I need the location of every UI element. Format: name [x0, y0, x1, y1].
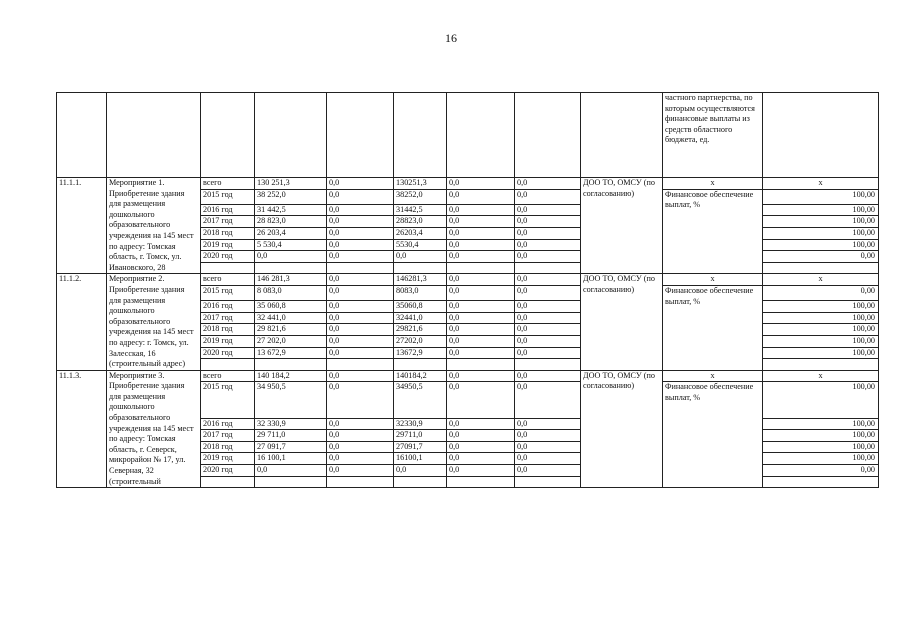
federal-cell: 0,0 [327, 251, 394, 263]
period-cell: 2018 год [201, 441, 255, 453]
period-cell: 2015 год [201, 285, 255, 300]
period-cell: 2016 год [201, 301, 255, 313]
regional-cell: 27202,0 [394, 335, 447, 347]
regional-cell: 28823,0 [394, 216, 447, 228]
other-cell: 0,0 [515, 274, 581, 286]
empty-cell [763, 476, 879, 488]
total-cell: 8 083,0 [255, 285, 327, 300]
other-cell: 0,0 [515, 335, 581, 347]
total-cell: 146 281,3 [255, 274, 327, 286]
federal-cell: 0,0 [327, 285, 394, 300]
indicator-name-cell: Финансовое обеспечение выплат, % [663, 189, 763, 274]
empty-cell [394, 262, 447, 274]
indicator-value-cell: 100,00 [763, 204, 879, 216]
measure-name: Мероприятие 2. Приобретение здания для размещения дошкольного образовательного учреждения на 145 мест по адресу: г. Томск, ул. Залесская, 16 (строительный адрес) [107, 274, 201, 370]
other-cell: 0,0 [515, 251, 581, 263]
empty-cell [515, 359, 581, 371]
empty-cell [447, 476, 515, 488]
empty-cell [763, 262, 879, 274]
federal-cell: 0,0 [327, 274, 394, 286]
total-cell: 130 251,3 [255, 178, 327, 190]
local-cell: 0,0 [447, 216, 515, 228]
indicator-value-cell: 0,00 [763, 251, 879, 263]
total-cell: 29 821,6 [255, 324, 327, 336]
local-cell: 0,0 [447, 239, 515, 251]
indicator-value-cell: 100,00 [763, 441, 879, 453]
empty-cell [515, 476, 581, 488]
empty-cell [447, 262, 515, 274]
measure-name: Мероприятие 1. Приобретение здания для размещения дошкольного образовательного учреждения на 145 мест по адресу: Томская область, г. Томск, ул. Ивановского, 28 [107, 178, 201, 274]
other-cell: 0,0 [515, 370, 581, 382]
local-cell: 0,0 [447, 251, 515, 263]
period-cell: всего [201, 370, 255, 382]
period-cell: 2018 год [201, 227, 255, 239]
federal-cell: 0,0 [327, 418, 394, 430]
period-cell: всего [201, 274, 255, 286]
table-row [57, 370, 879, 382]
federal-cell: 0,0 [327, 227, 394, 239]
regional-cell: 29711,0 [394, 430, 447, 442]
total-cell: 32 441,0 [255, 312, 327, 324]
other-cell: 0,0 [515, 441, 581, 453]
period-cell: 2019 год [201, 239, 255, 251]
federal-cell: 0,0 [327, 301, 394, 313]
indicator-value-cell: 0,00 [763, 285, 879, 300]
indicator-value-cell: 100,00 [763, 189, 879, 204]
other-cell: 0,0 [515, 301, 581, 313]
local-cell: 0,0 [447, 227, 515, 239]
other-cell: 0,0 [515, 312, 581, 324]
total-cell: 5 530,4 [255, 239, 327, 251]
executor-cell: ДОО ТО, ОМСУ (по согласованию) [581, 370, 663, 488]
local-cell: 0,0 [447, 465, 515, 477]
empty-cell [201, 359, 255, 371]
local-cell: 0,0 [447, 347, 515, 359]
local-cell: 0,0 [447, 430, 515, 442]
period-cell: 2017 год [201, 430, 255, 442]
other-cell: 0,0 [515, 189, 581, 204]
regional-cell: 32330,9 [394, 418, 447, 430]
other-cell: 0,0 [515, 285, 581, 300]
table-row [57, 178, 879, 190]
regional-cell: 34950,5 [394, 382, 447, 418]
federal-cell: 0,0 [327, 453, 394, 465]
federal-cell: 0,0 [327, 370, 394, 382]
indicator-value-cell: 100,00 [763, 382, 879, 418]
budget-table [56, 92, 879, 488]
regional-cell: 38252,0 [394, 189, 447, 204]
empty-cell [255, 262, 327, 274]
total-cell: 0,0 [255, 251, 327, 263]
other-cell: 0,0 [515, 465, 581, 477]
value-x-cell: x [763, 274, 879, 286]
other-cell: 0,0 [515, 227, 581, 239]
regional-cell: 13672,9 [394, 347, 447, 359]
indicator-x-cell: x [663, 370, 763, 382]
indicator-value-cell: 100,00 [763, 227, 879, 239]
empty-cell [255, 476, 327, 488]
federal-cell: 0,0 [327, 347, 394, 359]
federal-cell: 0,0 [327, 189, 394, 204]
period-cell: всего [201, 178, 255, 190]
total-cell: 34 950,5 [255, 382, 327, 418]
indicator-value-cell: 100,00 [763, 418, 879, 430]
value-x-cell: x [763, 370, 879, 382]
federal-cell: 0,0 [327, 312, 394, 324]
indicator-value-cell: 100,00 [763, 324, 879, 336]
total-cell: 13 672,9 [255, 347, 327, 359]
other-cell: 0,0 [515, 178, 581, 190]
regional-cell: 35060,8 [394, 301, 447, 313]
other-cell: 0,0 [515, 324, 581, 336]
total-cell: 0,0 [255, 465, 327, 477]
regional-cell: 26203,4 [394, 227, 447, 239]
federal-cell: 0,0 [327, 178, 394, 190]
total-cell: 140 184,2 [255, 370, 327, 382]
executor-cell: ДОО ТО, ОМСУ (по согласованию) [581, 274, 663, 370]
local-cell: 0,0 [447, 285, 515, 300]
total-cell: 35 060,8 [255, 301, 327, 313]
page-number: 16 [445, 31, 457, 45]
indicator-value-cell: 100,00 [763, 239, 879, 251]
other-cell: 0,0 [515, 418, 581, 430]
local-cell: 0,0 [447, 301, 515, 313]
regional-cell: 0,0 [394, 251, 447, 263]
local-cell: 0,0 [447, 453, 515, 465]
other-cell: 0,0 [515, 216, 581, 228]
local-cell: 0,0 [447, 204, 515, 216]
federal-cell: 0,0 [327, 441, 394, 453]
local-cell: 0,0 [447, 312, 515, 324]
regional-cell: 16100,1 [394, 453, 447, 465]
empty-cell [201, 262, 255, 274]
empty-cell [201, 476, 255, 488]
local-cell: 0,0 [447, 178, 515, 190]
measure-number: 11.1.1. [57, 178, 107, 274]
indicator-value-cell: 100,00 [763, 430, 879, 442]
period-cell: 2019 год [201, 453, 255, 465]
local-cell: 0,0 [447, 189, 515, 204]
regional-cell: 0,0 [394, 465, 447, 477]
local-cell: 0,0 [447, 441, 515, 453]
indicator-x-cell: x [663, 274, 763, 286]
empty-cell [327, 359, 394, 371]
period-cell: 2016 год [201, 418, 255, 430]
local-cell: 0,0 [447, 418, 515, 430]
period-cell: 2017 год [201, 216, 255, 228]
table-row [57, 274, 879, 286]
regional-cell: 27091,7 [394, 441, 447, 453]
period-cell: 2017 год [201, 312, 255, 324]
measure-number: 11.1.3. [57, 370, 107, 488]
period-cell: 2015 год [201, 189, 255, 204]
federal-cell: 0,0 [327, 204, 394, 216]
total-cell: 27 202,0 [255, 335, 327, 347]
federal-cell: 0,0 [327, 216, 394, 228]
period-cell: 2018 год [201, 324, 255, 336]
measure-number: 11.1.2. [57, 274, 107, 370]
indicator-value-cell: 100,00 [763, 216, 879, 228]
total-cell: 26 203,4 [255, 227, 327, 239]
local-cell: 0,0 [447, 324, 515, 336]
other-cell: 0,0 [515, 382, 581, 418]
federal-cell: 0,0 [327, 465, 394, 477]
indicator-name-cell: Финансовое обеспечение выплат, % [663, 285, 763, 370]
total-cell: 16 100,1 [255, 453, 327, 465]
regional-cell: 31442,5 [394, 204, 447, 216]
empty-cell [515, 262, 581, 274]
local-cell: 0,0 [447, 370, 515, 382]
total-cell: 29 711,0 [255, 430, 327, 442]
total-cell: 31 442,5 [255, 204, 327, 216]
empty-cell [327, 262, 394, 274]
local-cell: 0,0 [447, 335, 515, 347]
federal-cell: 0,0 [327, 382, 394, 418]
federal-cell: 0,0 [327, 335, 394, 347]
regional-cell: 130251,3 [394, 178, 447, 190]
federal-cell: 0,0 [327, 324, 394, 336]
indicator-value-cell: 100,00 [763, 301, 879, 313]
indicator-value-cell: 0,00 [763, 465, 879, 477]
indicator-value-cell: 100,00 [763, 335, 879, 347]
period-cell: 2016 год [201, 204, 255, 216]
federal-cell: 0,0 [327, 430, 394, 442]
indicator-value-cell: 100,00 [763, 312, 879, 324]
local-cell: 0,0 [447, 382, 515, 418]
regional-cell: 5530,4 [394, 239, 447, 251]
measure-name: Мероприятие 3. Приобретение здания для размещения дошкольного образовательного учреждения на 145 мест по адресу: Томская область, г. Северск, микрорайон № 17, ул. Северная, 32 (строительный [107, 370, 201, 488]
other-cell: 0,0 [515, 347, 581, 359]
total-cell: 27 091,7 [255, 441, 327, 453]
regional-cell: 146281,3 [394, 274, 447, 286]
total-cell: 38 252,0 [255, 189, 327, 204]
regional-cell: 32441,0 [394, 312, 447, 324]
other-cell: 0,0 [515, 453, 581, 465]
indicator-continuation: частного партнерства, по которым осуществляются финансовые выплаты из средств областного бюджета, ед. [663, 93, 763, 178]
total-cell: 28 823,0 [255, 216, 327, 228]
empty-cell [763, 359, 879, 371]
period-cell: 2020 год [201, 347, 255, 359]
regional-cell: 140184,2 [394, 370, 447, 382]
other-cell: 0,0 [515, 204, 581, 216]
regional-cell: 29821,6 [394, 324, 447, 336]
empty-cell [394, 359, 447, 371]
period-cell: 2020 год [201, 251, 255, 263]
empty-cell [394, 476, 447, 488]
empty-cell [327, 476, 394, 488]
indicator-name-cell: Финансовое обеспечение выплат, % [663, 382, 763, 488]
continuation-row [57, 93, 879, 178]
period-cell: 2015 год [201, 382, 255, 418]
indicator-x-cell: x [663, 178, 763, 190]
period-cell: 2020 год [201, 465, 255, 477]
indicator-value-cell: 100,00 [763, 347, 879, 359]
empty-cell [255, 359, 327, 371]
other-cell: 0,0 [515, 430, 581, 442]
other-cell: 0,0 [515, 239, 581, 251]
empty-cell [447, 359, 515, 371]
executor-cell: ДОО ТО, ОМСУ (по согласованию) [581, 178, 663, 274]
indicator-value-cell: 100,00 [763, 453, 879, 465]
local-cell: 0,0 [447, 274, 515, 286]
total-cell: 32 330,9 [255, 418, 327, 430]
regional-cell: 8083,0 [394, 285, 447, 300]
period-cell: 2019 год [201, 335, 255, 347]
federal-cell: 0,0 [327, 239, 394, 251]
value-x-cell: x [763, 178, 879, 190]
